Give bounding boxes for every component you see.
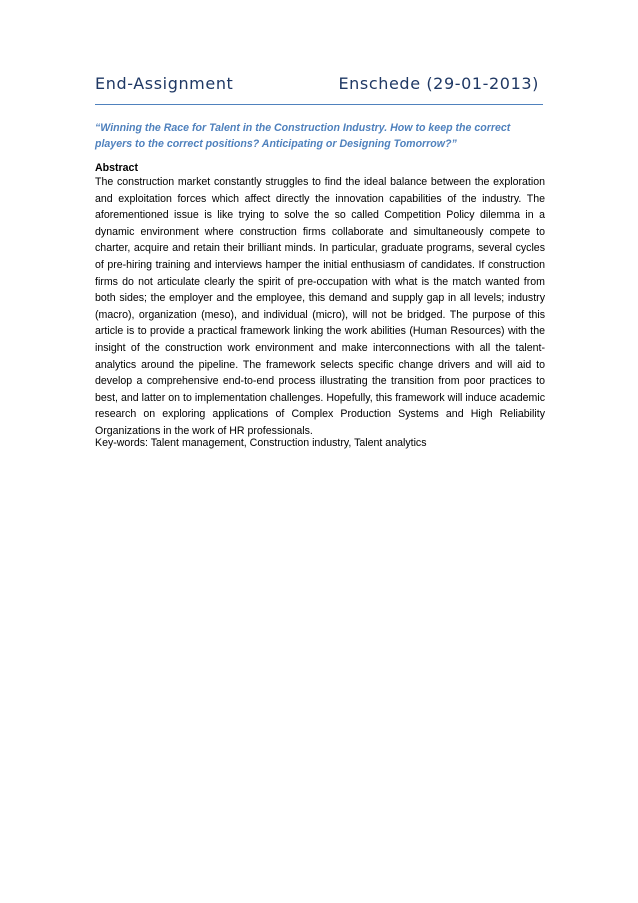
header-title: End-Assignment bbox=[95, 74, 234, 93]
abstract-body: The construction market constantly struggles to find the ideal balance between the exploration and exploitation forces which affect directly the innovation capabilities of the industry. The aforementioned issue is like trying to solve the so called Competition Policy dilemma in a dynamic environment where construction firms collaborate and simultaneously compete to charter, acquire and retain their brilliant minds. In particular, graduate programs, several cycles of pre-hiring training and interviews hamper the initial enthusiasm of candidates. If construction firms do not articulate clearly the spirit of pre-occupation with what is the match wanted from both sides; the employer and the employee, this demand and supply gap in all levels; industry (macro), organization (meso), and individual (micro), will not be bridged. The purpose of this article is to provide a practical framework linking the work abilities (Human Resources) with the insight of the construction work environment and make interconnections with all the talent-analytics around the pipeline. The framework selects specific change drivers and will aid to develop a comprehensive end-to-end process illustrating the transition from poor practices to best, and latter on to implementation challenges. Hopefully, this framework will induce academic research on exploring applications of Complex Production Systems and High Reliability Organizations in the work of HR professionals. bbox=[95, 176, 545, 437]
keywords-line: Key-words: Talent management, Construction industry, Talent analytics bbox=[95, 437, 427, 449]
page-header bbox=[95, 74, 543, 105]
article-title: “Winning the Race for Talent in the Construction Industry. How to keep the correct players to the correct positions? Anticipating or Designing Tomorrow?” bbox=[95, 122, 511, 150]
header-location-date: Enschede (29-01-2013) bbox=[338, 74, 539, 93]
abstract-heading: Abstract bbox=[95, 162, 138, 174]
